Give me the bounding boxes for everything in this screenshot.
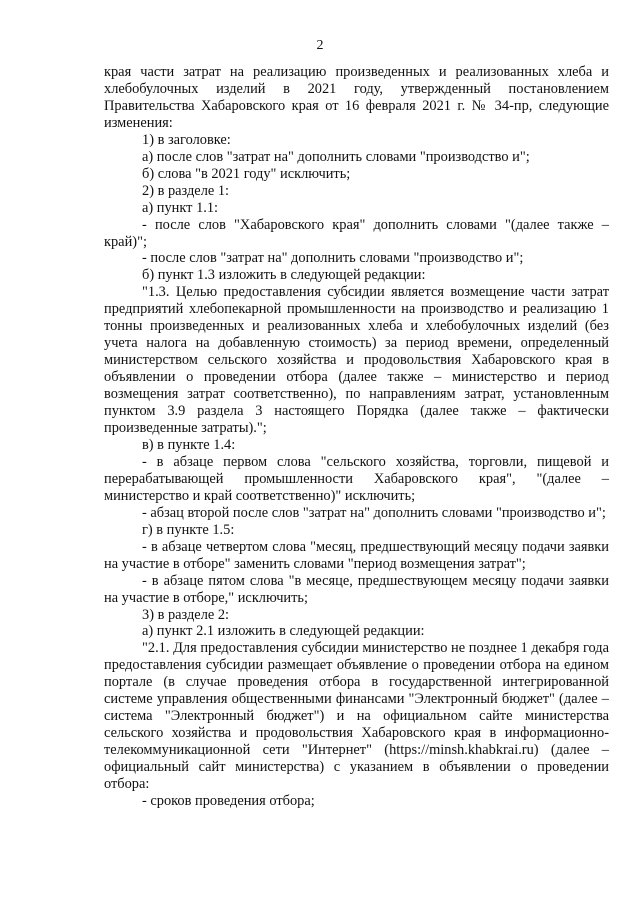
paragraph: 2) в разделе 1:: [142, 182, 230, 199]
page-number: 2: [316, 38, 324, 53]
paragraph: 3) в разделе 2:: [142, 606, 230, 623]
paragraph: "1.3. Целью предоставления субсидии является возмещение части затрат предприятий хлебопекарной промышленности на производство и реализацию 1 тонны произведенных и реализованных хлеба и хлебобулочных изделий (без учета налога на добавленную стоимость) за период времени, определенный министерством сельского хозяйства и продовольствия Хабаровского края в объявлении о проведении отбора (далее также – министерство и период возмещения затрат соответственно), по направлениям затрат, установленным пунктом 3.9 раздела 3 настоящего Порядка (далее также – фактически произведенные затраты).";: [104, 284, 609, 437]
paragraph: а) пункт 1.1:: [142, 199, 219, 216]
paragraph: - в абзаце четвертом слова "месяц, предшествующий месяцу подачи заявки на участие в отборе" заменить словами "период возмещения затрат";: [104, 538, 609, 572]
paragraph: - в абзаце пятом слова "в месяце, предшествующем месяцу подачи заявки на участие в отборе," исключить;: [104, 572, 609, 606]
paragraph: а) пункт 2.1 изложить в следующей редакции:: [142, 623, 425, 640]
paragraph: в) в пункте 1.4:: [142, 436, 236, 453]
paragraph: - в абзаце первом слова "сельского хозяйства, торговли, пищевой и перерабатывающей промышленности Хабаровского края", "(далее – министерство и край соответственно)" исключить;: [104, 453, 609, 504]
paragraph: - сроков проведения отбора;: [142, 792, 315, 809]
paragraph: а) после слов "затрат на" дополнить словами "производство и";: [142, 148, 530, 165]
paragraph: - после слов "Хабаровского края" дополнить словами "(далее также – край)";: [104, 216, 609, 250]
paragraph: - абзац второй после слов "затрат на" дополнить словами "производство и";: [142, 504, 606, 521]
paragraph: - после слов "затрат на" дополнить словами "производство и";: [142, 250, 524, 267]
paragraph: г) в пункте 1.5:: [142, 521, 235, 538]
paragraph: 1) в заголовке:: [142, 131, 231, 148]
paragraph: края части затрат на реализацию произведенных и реализованных хлеба и хлебобулочных изделий в 2021 году, утвержденный постановлением Правительства Хабаровского края от 16 февраля 2021 г. № 34-пр, следующие изменения:: [104, 64, 609, 131]
document-body: [104, 64, 609, 810]
paragraph: "2.1. Для предоставления субсидии министерство не позднее 1 декабря года предоставления субсидии размещает объявление о проведении отбора на едином портале (в случае проведения отбора в государственной интегрированной системе управления общественными финансами "Электронный бюджет" (далее – система "Электронный бюджет") и на официальном сайте министерства сельского хозяйства и продовольствия Хабаровского края в информационно-телекоммуникационной сети "Интернет" (https://minsh.khabkrai.ru) (далее – официальный сайт министерства) с указанием в объявлении о проведении отбора:: [104, 640, 609, 793]
paragraph: б) пункт 1.3 изложить в следующей редакции:: [142, 267, 426, 284]
paragraph: б) слова "в 2021 году" исключить;: [142, 165, 351, 182]
